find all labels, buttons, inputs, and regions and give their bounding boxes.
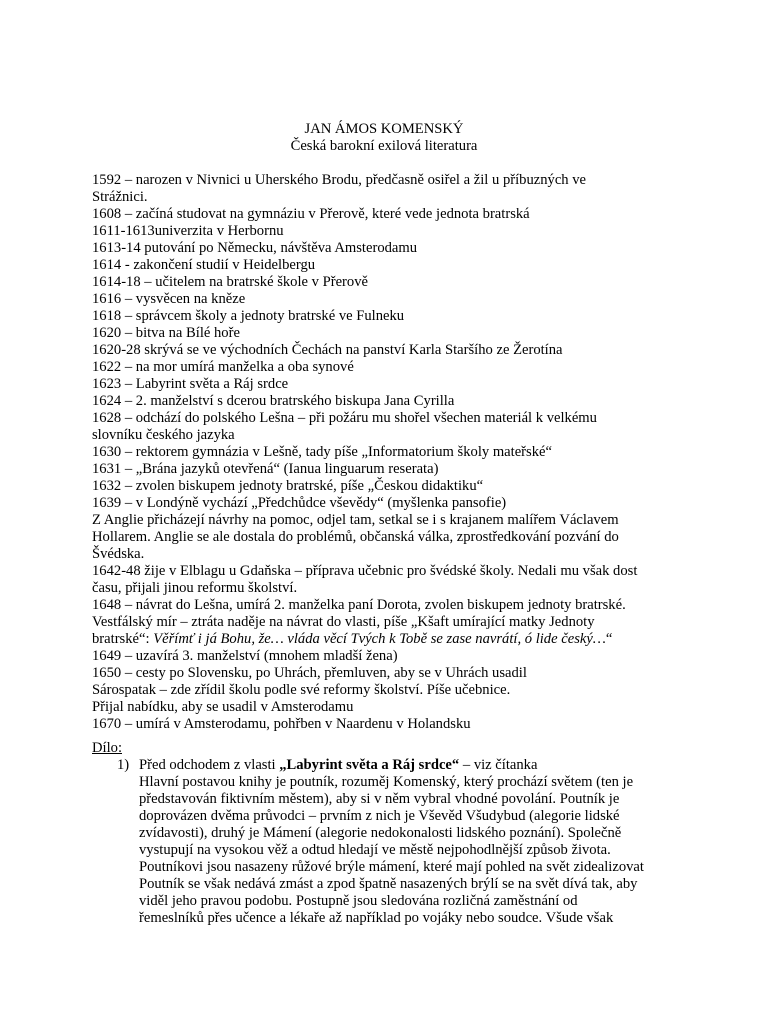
timeline-line: 1650 – cesty po Slovensku, po Uhrách, přemluven, aby se v Uhrách usadil bbox=[92, 665, 527, 681]
list-item-intro: Před odchodem z vlasti bbox=[139, 757, 280, 773]
paragraph-line: řemeslníků přes učence a lékaře až například po vojáky nebo soudce. Všude však bbox=[139, 910, 614, 926]
timeline-line: 1631 – „Brána jazyků otevřená“ (Ianua linguarum reserata) bbox=[92, 461, 439, 477]
timeline-line: Z Anglie přicházejí návrhy na pomoc, odjel tam, setkal se i s krajanem malířem Václavem bbox=[92, 512, 619, 528]
timeline-line: Sárospatak – zde zřídil školu podle své reformy školství. Píše učebnice. bbox=[92, 682, 511, 698]
quote-text: Věřímť i já Bohu, že… vláda věcí Tvých k Tobě se zase navrátí, ó lide český… bbox=[153, 631, 606, 647]
quote-prefix: bratrské“: bbox=[92, 631, 154, 647]
paragraph-line: představován fiktivním městem), aby si v něm vybral vhodné povolání. Poutník je bbox=[139, 791, 620, 807]
timeline-line: 1639 – v Londýně vychází „Předchůdce vševědy“ (myšlenka pansofie) bbox=[92, 495, 507, 511]
paragraph-line: doprovázen dvěma průvodci – prvním z nich je Vševěd Všudybud (alegorie lidské bbox=[139, 808, 620, 824]
dilo-heading: Dílo: bbox=[92, 740, 122, 756]
timeline-line: 1614 - zakončení studií v Heidelbergu bbox=[92, 257, 316, 273]
document-title: JAN ÁMOS KOMENSKÝ bbox=[304, 121, 464, 137]
list-item-heading bbox=[139, 757, 537, 774]
paragraph-line: vystupují na vysokou věž a odtud hledají ve městě nejpohodlnější způsob života. bbox=[139, 842, 611, 858]
timeline-line: slovníku českého jazyka bbox=[92, 427, 235, 443]
timeline-line: 1614-18 – učitelem na bratrské škole v Přerově bbox=[92, 274, 368, 290]
timeline-line: 1628 – odchází do polského Lešna – při požáru mu shořel všechen materiál k velkému bbox=[92, 410, 597, 426]
timeline-line: Přijal nabídku, aby se usadil v Amsterodamu bbox=[92, 699, 354, 715]
timeline-line: 1611-1613univerzita v Herbornu bbox=[92, 223, 284, 239]
paragraph-line: Poutník se však nedává zmást a zpod špatně nasazených brýlí se na svět dívá tak, aby bbox=[139, 876, 638, 892]
timeline-line: 1620 – bitva na Bílé hoře bbox=[92, 325, 240, 341]
timeline-line: 1608 – začíná studovat na gymnáziu v Přerově, které vede jednota bratrská bbox=[92, 206, 530, 222]
timeline-line: 1620-28 skrývá se ve východních Čechách na panství Karla Staršího ze Žerotína bbox=[92, 342, 563, 358]
timeline-line: Vestfálský mír – ztráta naděje na návrat do vlasti, píše „Kšaft umírající matky Jednoty bbox=[92, 614, 595, 630]
timeline-line: 1592 – narozen v Nivnici u Uherského Brodu, předčasně osiřel a žil u příbuzných ve bbox=[92, 172, 587, 188]
paragraph-line: viděl jeho pravou podobu. Postupně jsou sledována rozličná zaměstnání od bbox=[139, 893, 578, 909]
paragraph-line: Hlavní postavou knihy je poutník, rozuměj Komenský, který prochází světem (ten je bbox=[139, 774, 634, 790]
timeline-line: 1622 – na mor umírá manželka a oba synové bbox=[92, 359, 354, 375]
timeline-line: 1670 – umírá v Amsterodamu, pohřben v Naardenu v Holandsku bbox=[92, 716, 471, 732]
timeline-line: Strážnici. bbox=[92, 189, 148, 205]
paragraph-line: Poutníkovi jsou nasazeny růžové brýle mámení, které mají pohled na svět zidealizovat bbox=[139, 859, 644, 875]
timeline-line: času, přijali jinou reformu školství. bbox=[92, 580, 298, 596]
paragraph-line: zvídavosti), druhý je Mámení (alegorie nedokonalosti lidského poznání). Společně bbox=[139, 825, 622, 841]
timeline-line: Hollarem. Anglie se ale dostala do problémů, občanská válka, zprostředkování pozvání do bbox=[92, 529, 619, 545]
timeline-line: 1613-14 putování po Německu, návštěva Amsterodamu bbox=[92, 240, 418, 256]
timeline-line: 1618 – správcem školy a jednoty bratrské ve Fulneku bbox=[92, 308, 405, 324]
book-title: „Labyrint světa a Ráj srdce“ bbox=[279, 757, 460, 773]
timeline-line: 1642-48 žije v Elblagu u Gdaňska – příprava učebnic pro švédské školy. Nedali mu však dost bbox=[92, 563, 638, 579]
quote-suffix: “ bbox=[605, 631, 613, 647]
quote-line bbox=[92, 631, 612, 648]
document-subtitle: Česká barokní exilová literatura bbox=[290, 138, 478, 154]
timeline-line: Švédska. bbox=[92, 546, 145, 562]
timeline-line: 1616 – vysvěcen na kněze bbox=[92, 291, 246, 307]
timeline-line: 1624 – 2. manželství s dcerou bratrského biskupa Jana Cyrilla bbox=[92, 393, 455, 409]
list-item-number: 1) bbox=[117, 757, 130, 773]
timeline-line: 1648 – návrat do Lešna, umírá 2. manželka paní Dorota, zvolen biskupem jednoty bratrské. bbox=[92, 597, 626, 613]
list-item-rest: – viz čítanka bbox=[459, 757, 538, 773]
timeline-line: 1623 – Labyrint světa a Ráj srdce bbox=[92, 376, 289, 392]
timeline-line: 1630 – rektorem gymnázia v Lešně, tady píše „Informatorium školy mateřské“ bbox=[92, 444, 552, 460]
timeline-line: 1649 – uzavírá 3. manželství (mnohem mladší žena) bbox=[92, 648, 398, 664]
timeline-line: 1632 – zvolen biskupem jednoty bratrské, píše „Českou didaktiku“ bbox=[92, 478, 484, 494]
